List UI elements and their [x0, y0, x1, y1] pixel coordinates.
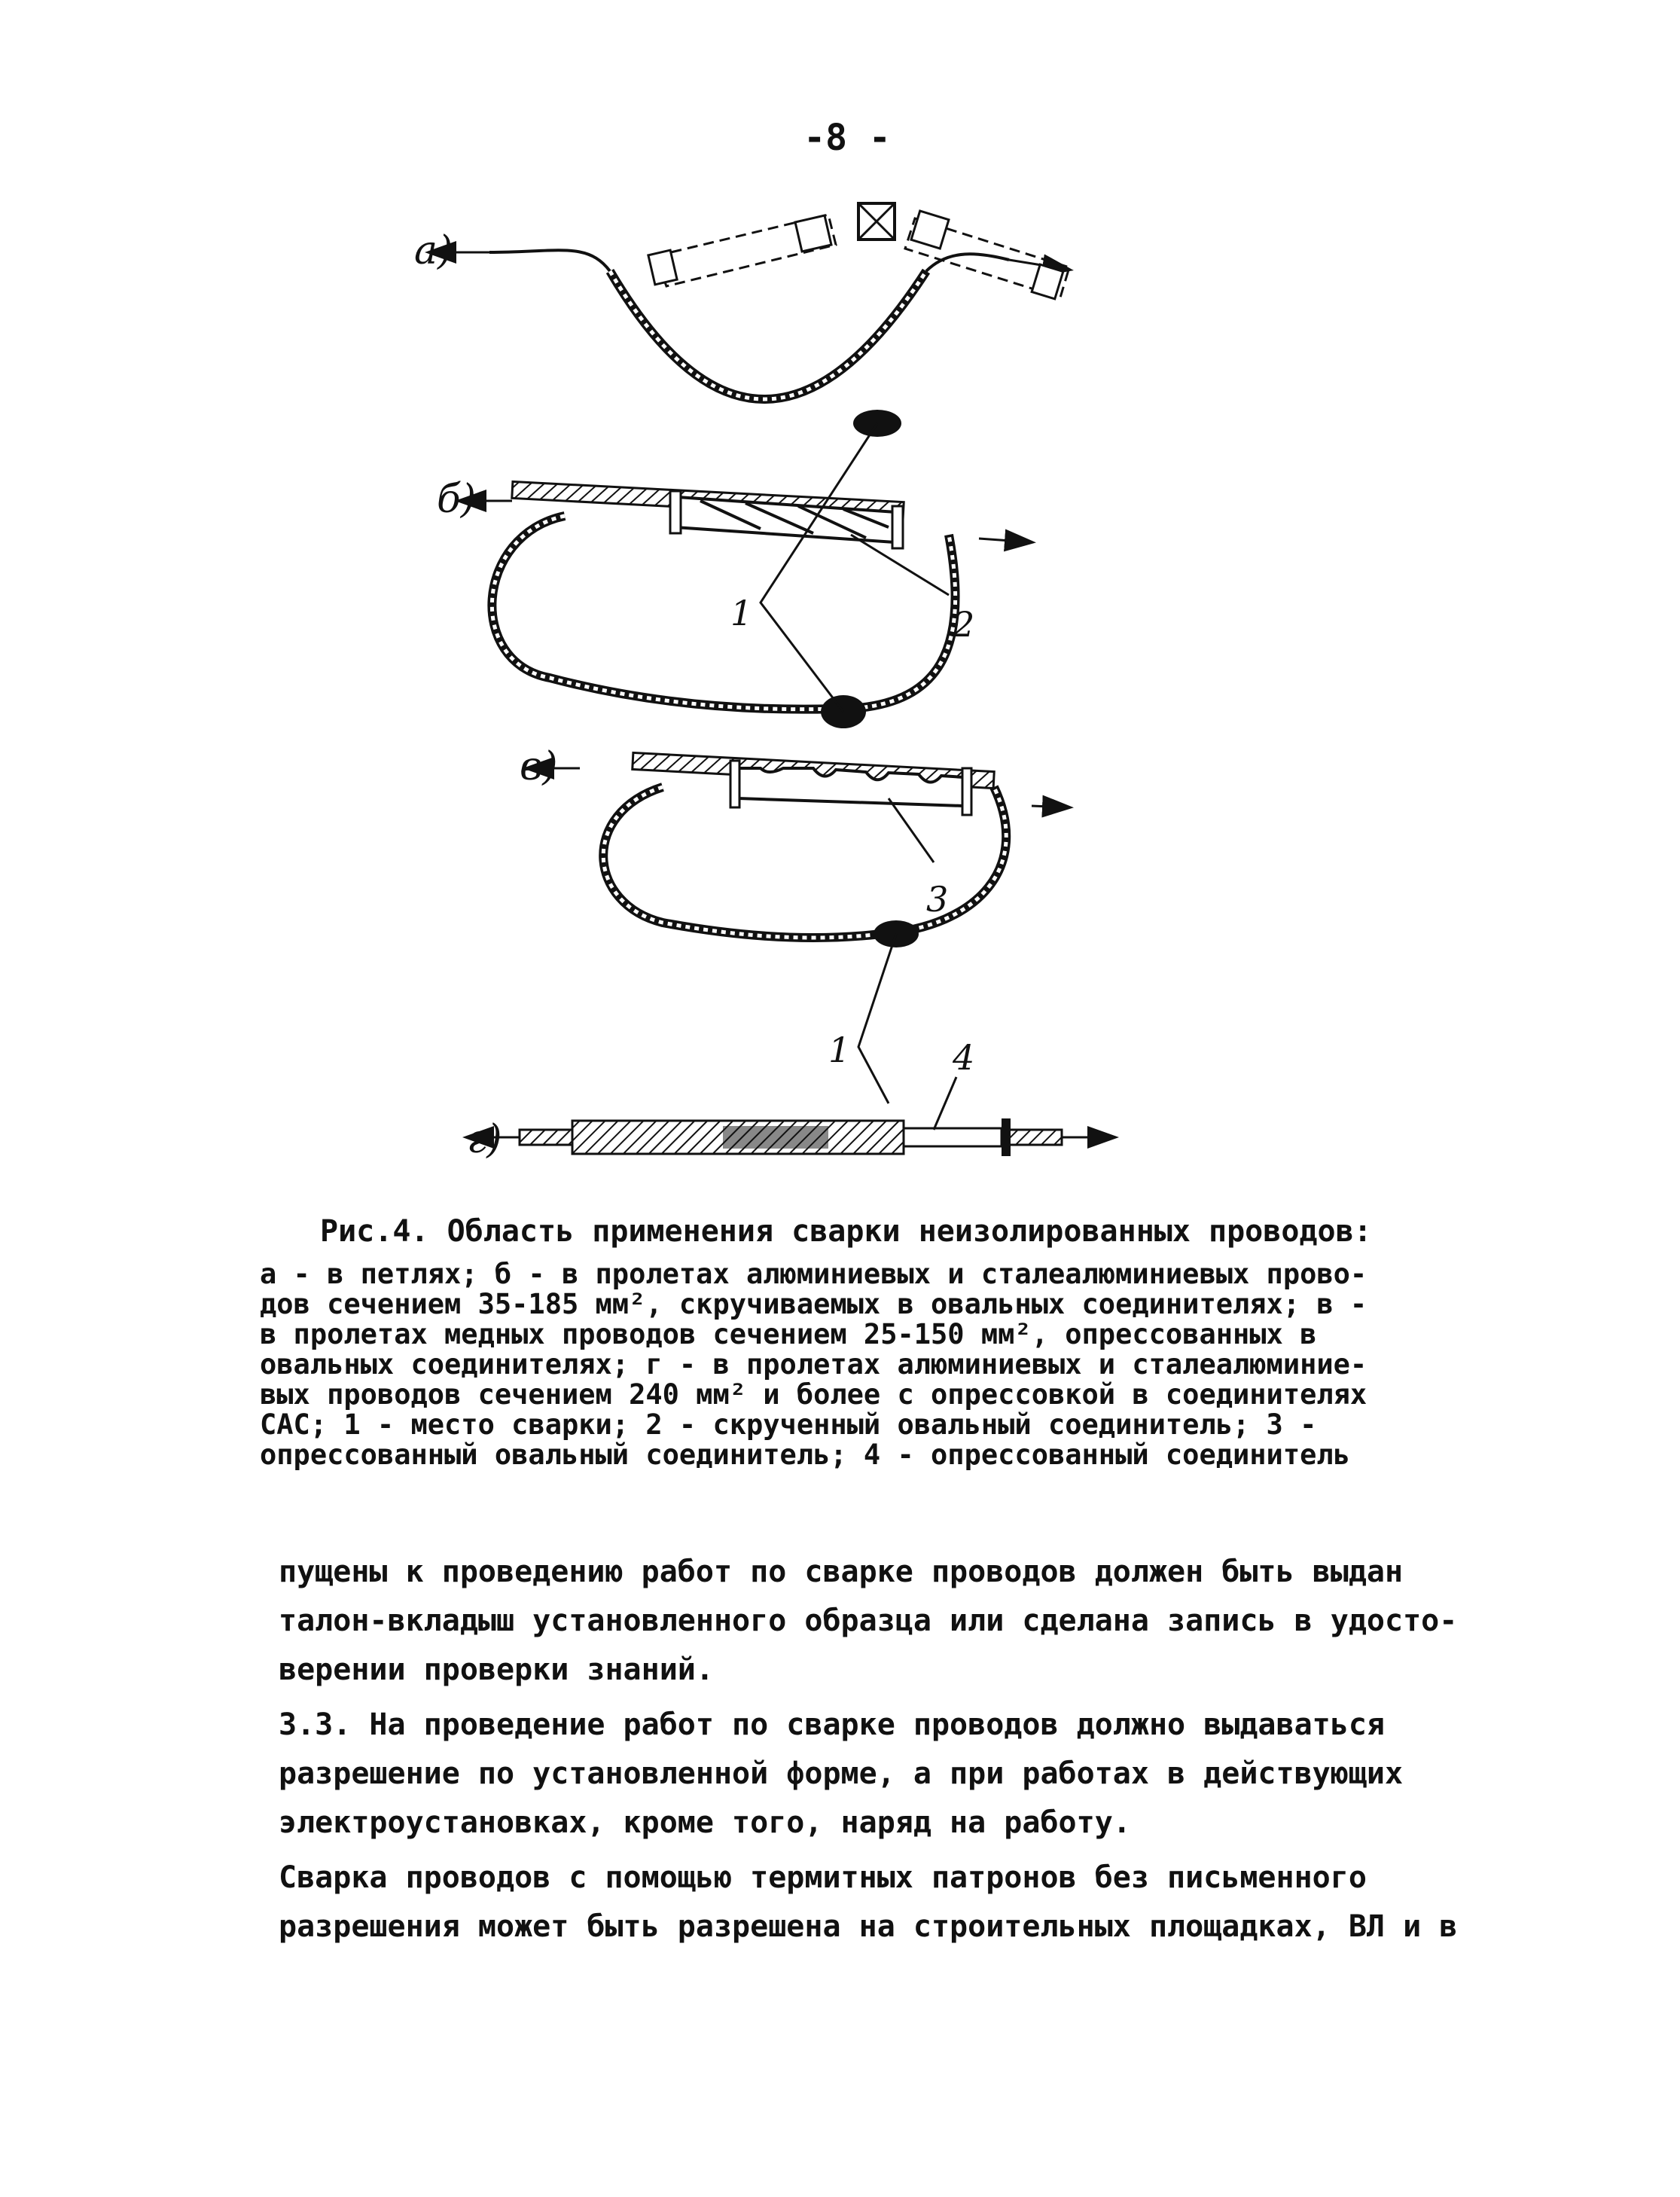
paragraph-2: 3.3. На проведение работ по сварке проводов должно выдаваться разрешение по установленной форме, а при работах в действующих электроустановках, кроме того, наряд на работу. — [279, 1707, 1404, 1840]
variant-g — [467, 1037, 1114, 1162]
page-number: -8 - — [803, 117, 891, 159]
figure-caption-title: Рис.4. Область применения сварки неизолированных проводов: — [320, 1214, 1372, 1249]
callout-2: 2 — [953, 604, 975, 645]
label-g: г) — [467, 1117, 502, 1162]
figure-caption-body: а - в петлях; б - в пролетах алюминиевых и сталеалюминиевых прово- дов сечением 35-185 мм², скручиваемых в овальных соединителях; в - в пролетах медных проводов сечением 25-150 мм², опрессованных в овальных соединителях; г - в пролетах алюминиевых и сталеалюминие- вых проводов сечением 240 мм² и более с опрессовкой в соединителях САС; 1 - место сварки; 2 - скрученный овальный соединитель; 3 - опрессованный овальный соединитель; 4 - опрессованный соединитель — [260, 1258, 1367, 1471]
callout-1: 1 — [730, 593, 753, 633]
label-b: б) — [437, 477, 477, 522]
callout-1b: 1 — [828, 1030, 851, 1070]
variant-b — [437, 423, 1032, 728]
variant-a — [414, 203, 1069, 437]
welding-figure — [407, 181, 1310, 1220]
thermite-cartridge-left — [648, 215, 836, 286]
callout-3: 3 — [926, 879, 949, 920]
label-v: в) — [520, 744, 558, 789]
body-text — [279, 1548, 1483, 1957]
paragraph-1: пущены к проведению работ по сварке проводов должен быть выдан талон-вкладыш установленного образца или сделана запись в удосто- верении проверки знаний. — [279, 1555, 1458, 1687]
variant-v — [520, 744, 1069, 1103]
pressed-connector — [572, 1118, 1011, 1156]
callout-4: 4 — [953, 1037, 975, 1078]
label-a: а) — [414, 228, 453, 273]
leader-1 — [761, 423, 877, 712]
paragraph-3: Сварка проводов с помощью термитных патронов без письменного разрешения может быть разрешена на строительных площадках, ВЛ и в — [279, 1860, 1458, 1944]
